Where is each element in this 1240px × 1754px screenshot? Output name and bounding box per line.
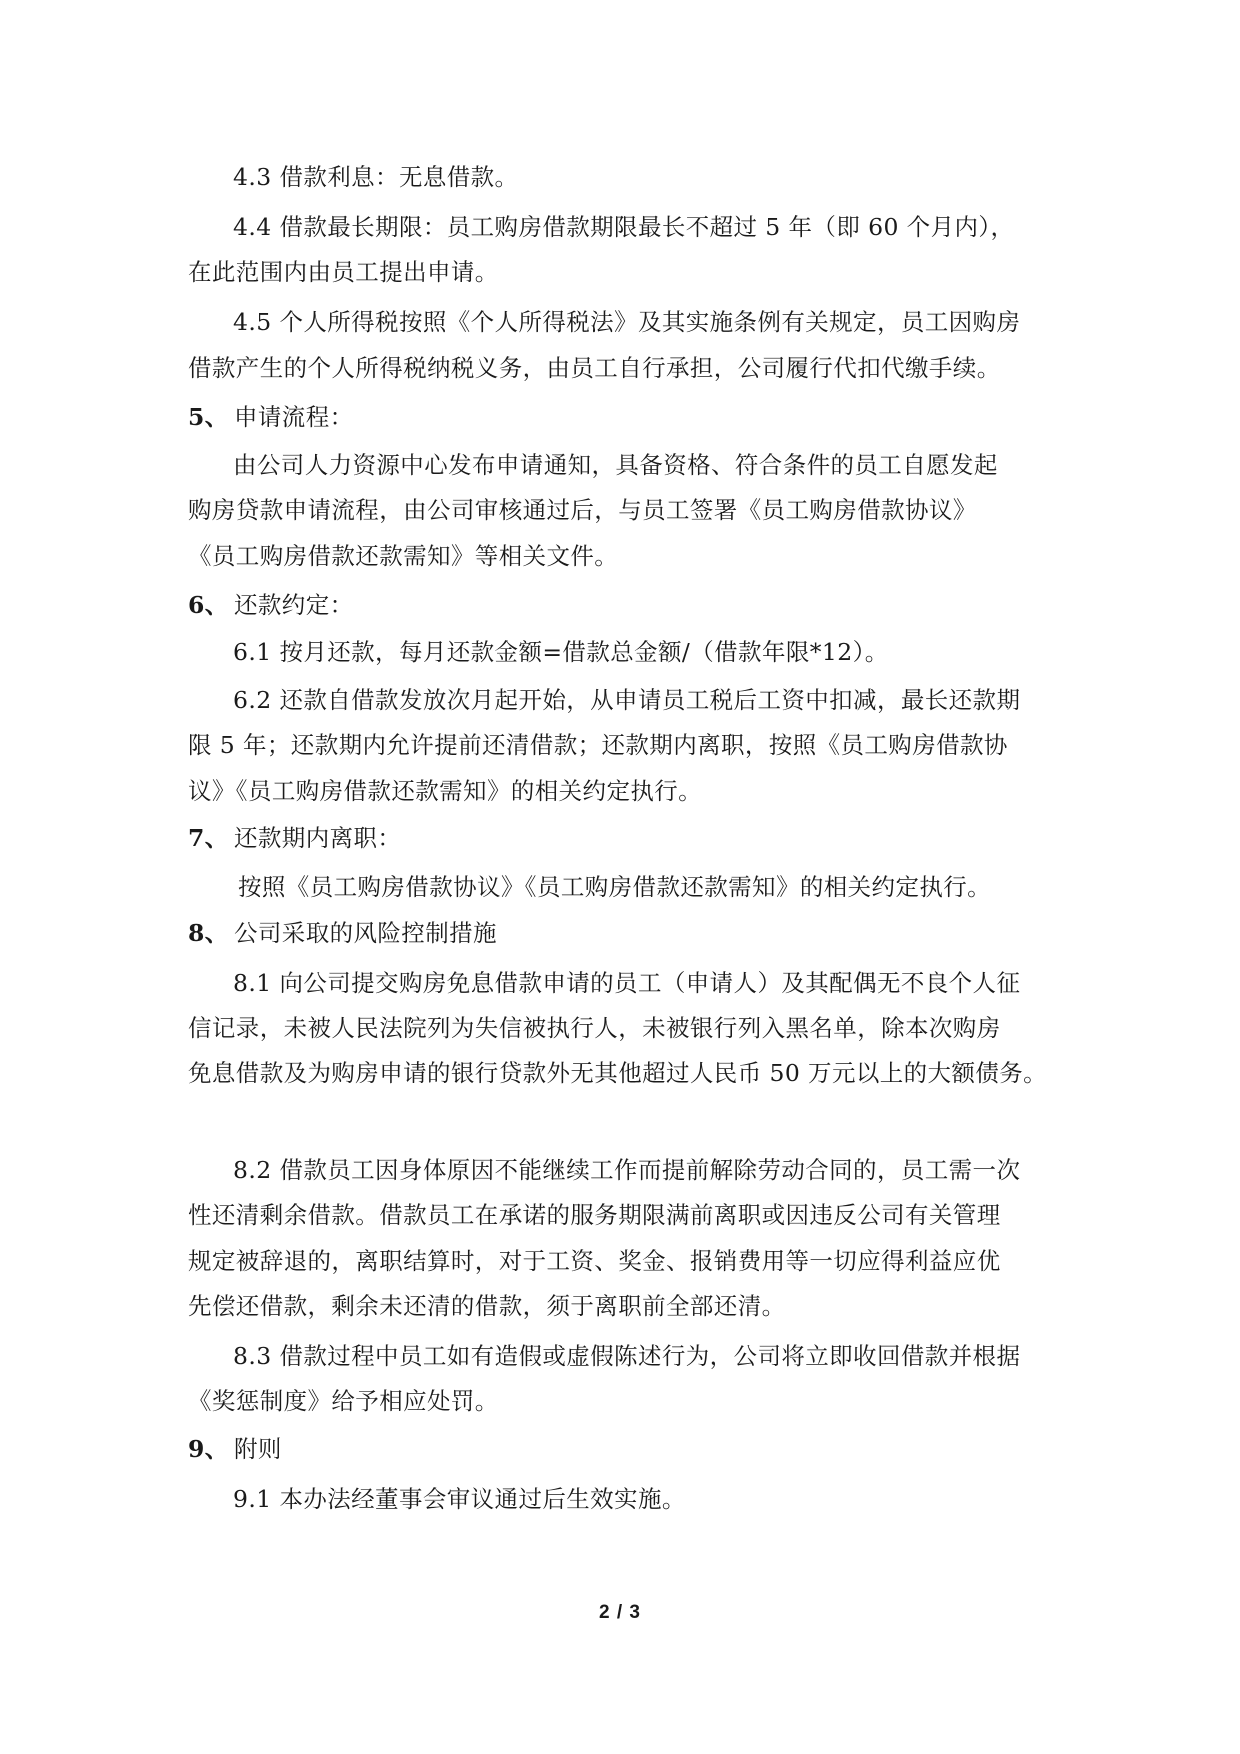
paragraph-4-4: 4.4 借款最长期限：员工购房借款期限最长不超过 5 年（即 60 个月内）， xyxy=(233,213,1015,241)
paragraph-5-1: 由公司人力资源中心发布申请通知，具备资格、符合条件的员工自愿发起 xyxy=(233,451,998,479)
heading-6-title: 还款约定： xyxy=(234,591,354,619)
paragraph-4-5: 4.5 个人所得税按照《个人所得税法》及其实施条例有关规定，员工因购房 xyxy=(233,308,1021,336)
heading-8-title: 公司采取的风险控制措施 xyxy=(234,919,497,947)
paragraph-8-3-cont: 《奖惩制度》给予相应处罚。 xyxy=(188,1387,499,1415)
heading-7-title: 还款期内离职： xyxy=(234,824,402,852)
heading-8 xyxy=(188,918,497,948)
paragraph-6-2: 6.2 还款自借款发放次月起开始，从申请员工税后工资中扣减，最长还款期 xyxy=(233,686,1021,714)
paragraph-8-1-cont2: 免息借款及为购房申请的银行贷款外无其他超过人民币 50 万元以上的大额债务。 xyxy=(188,1059,1048,1087)
paragraph-4-5-cont: 借款产生的个人所得税纳税义务，由员工自行承担，公司履行代扣代缴手续。 xyxy=(188,354,1001,382)
paragraph-8-2-cont3: 先偿还借款，剩余未还清的借款，须于离职前全部还清。 xyxy=(188,1292,786,1320)
heading-6 xyxy=(188,590,354,620)
paragraph-7-1: 按照《员工购房借款协议》《员工购房借款还款需知》的相关约定执行。 xyxy=(238,873,992,901)
paragraph-8-2-cont1: 性还清剩余借款。借款员工在承诺的服务期限满前离职或因违反公司有关管理 xyxy=(188,1201,1001,1229)
paragraph-8-2-cont2: 规定被辞退的，离职结算时，对于工资、奖金、报销费用等一切应得利益应优 xyxy=(188,1247,1001,1275)
paragraph-8-3: 8.3 借款过程中员工如有造假或虚假陈述行为，公司将立即收回借款并根据 xyxy=(233,1342,1021,1370)
paragraph-8-1-cont1: 信记录，未被人民法院列为失信被执行人，未被银行列入黑名单，除本次购房 xyxy=(188,1014,1001,1042)
paragraph-8-1: 8.1 向公司提交购房免息借款申请的员工（申请人）及其配偶无不良个人征 xyxy=(233,969,1021,997)
heading-6-number: 6、 xyxy=(188,591,229,619)
paragraph-6-2-cont2: 议》《员工购房借款还款需知》的相关约定执行。 xyxy=(188,777,703,805)
heading-7 xyxy=(188,823,401,853)
page-number: 2 / 3 xyxy=(599,1602,641,1623)
paragraph-4-3: 4.3 借款利息：无息借款。 xyxy=(233,163,519,191)
paragraph-8-2: 8.2 借款员工因身体原因不能继续工作而提前解除劳动合同的，员工需一次 xyxy=(233,1156,1021,1184)
heading-9-title: 附则 xyxy=(234,1435,282,1463)
heading-5 xyxy=(188,402,354,432)
heading-7-number: 7、 xyxy=(188,824,229,852)
paragraph-5-3: 《员工购房借款还款需知》等相关文件。 xyxy=(188,542,619,570)
paragraph-5-2: 购房贷款申请流程，由公司审核通过后，与员工签署《员工购房借款协议》 xyxy=(188,496,977,524)
heading-8-number: 8、 xyxy=(188,919,229,947)
paragraph-9-1: 9.1 本办法经董事会审议通过后生效实施。 xyxy=(233,1485,686,1513)
paragraph-4-4-cont: 在此范围内由员工提出申请。 xyxy=(188,258,499,286)
heading-5-title: 申请流程： xyxy=(234,403,354,431)
paragraph-6-2-cont1: 限 5 年；还款期内允许提前还清借款；还款期内离职，按照《员工购房借款协 xyxy=(188,731,1008,759)
heading-9-number: 9、 xyxy=(188,1435,229,1463)
paragraph-6-1: 6.1 按月还款，每月还款金额=借款总金额/（借款年限*12）。 xyxy=(233,638,889,666)
heading-9 xyxy=(188,1434,282,1464)
heading-5-number: 5、 xyxy=(188,403,229,431)
